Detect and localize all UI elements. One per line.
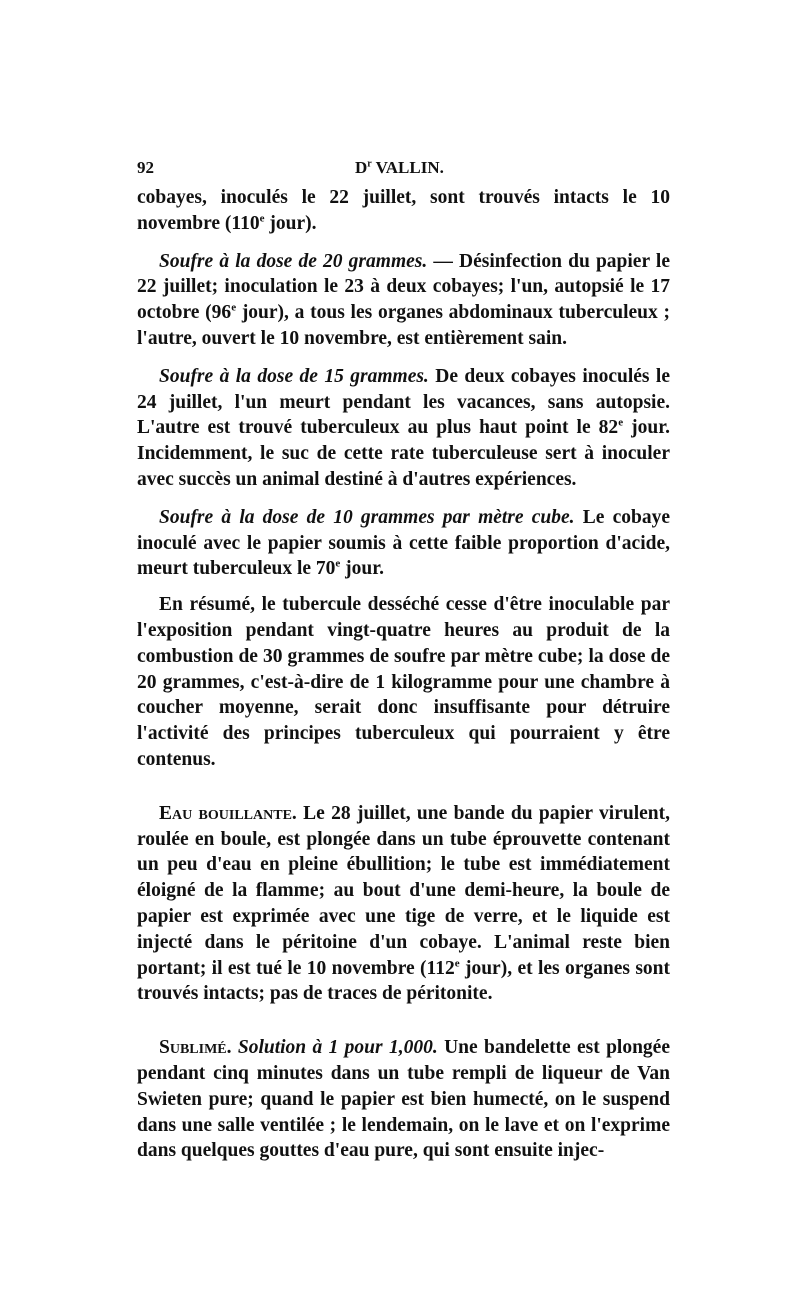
page-header — [137, 158, 670, 180]
paragraph-continuation: cobayes, inoculés le 22 juillet, sont trouvés intacts le 10 novembre (110e jour). — [137, 187, 670, 234]
paragraph-soufre-20: Soufre à la dose de 20 grammes. — Désinfection du papier le 22 juillet; inoculation le 23 à deux cobayes; l'un, autopsié le 17 octobre (96e jour), a tous les organes abdominaux tuberculeux ; l'autre, ouvert le 10 novembre, est entièrement sain. — [137, 250, 670, 349]
paragraph-lead: Soufre à la dose de 20 grammes. — [159, 250, 428, 272]
paragraph-sublime: Sublimé. Solution à 1 pour 1,000. Une bandelette est plongée pendant cinq minutes dans un tube rempli de liqueur de Van Swieten pure; quand le papier est bien humecté, on le suspend dans une salle ventilée ; le lendemain, on le lave et on l'exprime dans quelques gouttes d'eau pure, qui sont ensuite injec- — [137, 1037, 670, 1162]
paragraph-eau-bouillante: Eau bouillante. Le 28 juillet, une bande du papier virulent, roulée en boule, est plongée dans un tube éprouvette contenant un peu d'eau en pleine ébullition; le tube est immédiatement éloigné de la flamme; au bout d'une demi-heure, la boule de papier est exprimée avec une tige de verre, et le liquide est injecté dans le péritoine d'un cobaye. L'animal reste bien portant; il est tué le 10 novembre (112e jour), et les organes sont trouvés intacts; pas de traces de péritonite. — [137, 802, 671, 1005]
running-head — [355, 158, 444, 178]
page-number: 92 — [137, 158, 154, 177]
paragraph-resume: En résumé, le tubercule desséché cesse d'être inoculable par l'exposition pendant vingt-quatre heures au produit de la combustion de 30 grammes de soufre par mètre cube; la dose de 20 grammes, c'est-à-dire de 1 kilogramme pour une chambre à coucher moyenne, serait donc insuffisante pour détruire l'activité des principes tuberculeux qui pourraient y être contenus. — [137, 594, 670, 770]
paragraph-soufre-15: Soufre à la dose de 15 grammes. De deux cobayes inoculés le 24 juillet, l'un meurt pendant les vacances, sans autopsie. L'autre est trouvé tuberculeux au plus haut point le 82e jour. Incidemment, le suc de cette rate tuberculeuse sert à inoculer avec succès un animal destiné à d'autres expériences. — [137, 365, 670, 490]
page-body — [137, 185, 670, 1164]
paragraph-lead: Soufre à la dose de 10 grammes par mètre cube. — [159, 506, 575, 528]
author-prefix-sup: r — [367, 158, 372, 170]
paragraph-soufre-10: Soufre à la dose de 10 grammes par mètre cube. Le cobaye inoculé avec le papier soumis à cette faible proportion d'acide, meurt tuberculeux le 70e jour. — [137, 506, 670, 580]
paragraph-lead: Eau bouillante. — [159, 802, 297, 824]
paragraph-lead-italic: Solution à 1 pour 1,000. — [231, 1037, 438, 1059]
author-name: VALLIN. — [371, 158, 444, 177]
paragraph-lead: Soufre à la dose de 15 grammes. — [159, 365, 429, 387]
author-prefix: D — [355, 158, 368, 177]
paragraph-lead: Sublimé. — [159, 1037, 232, 1059]
